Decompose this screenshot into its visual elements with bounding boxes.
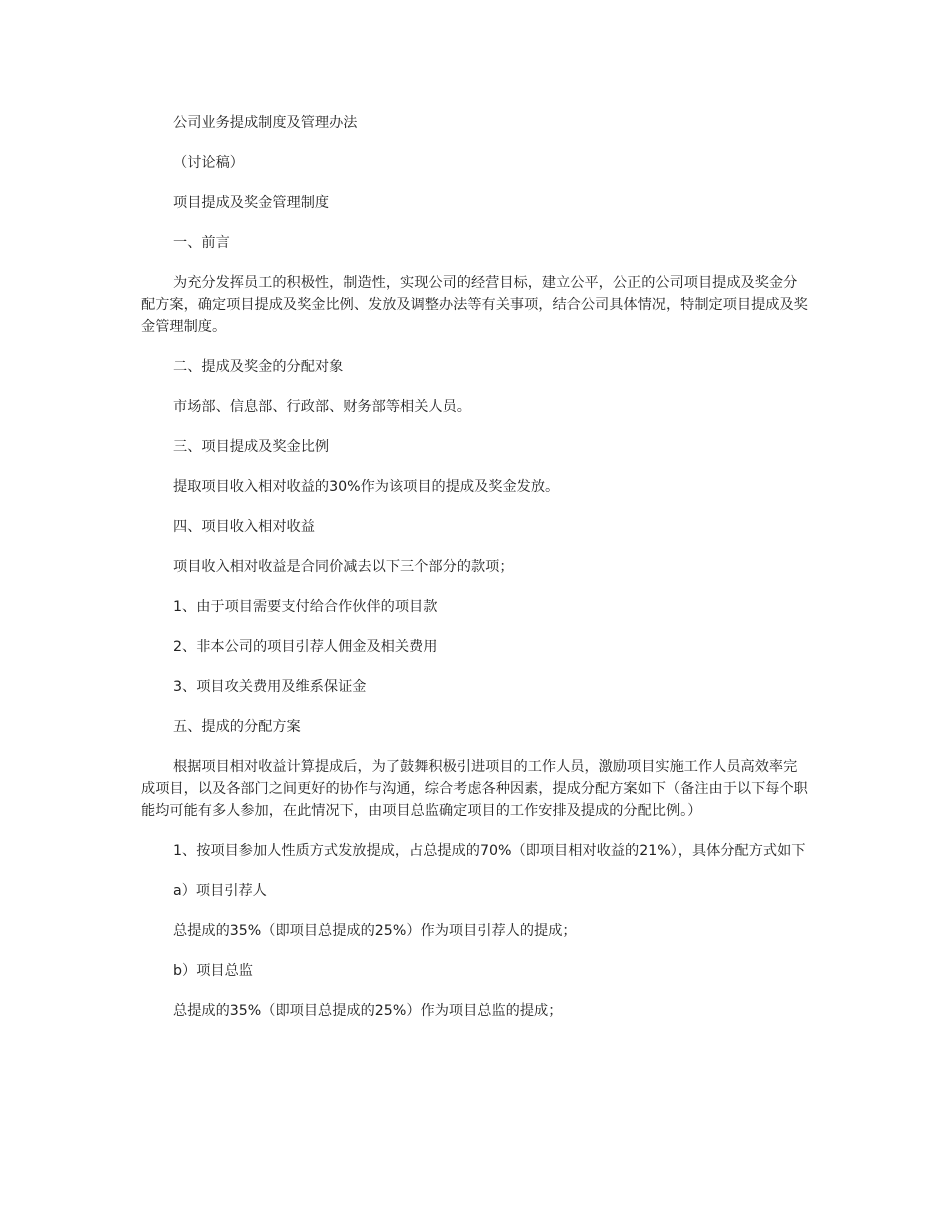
paragraph-preface: 为充分发挥员工的积极性，制造性，实现公司的经营目标，建立公平，公正的公司项目提成及奖金分配方案，确定项目提成及奖金比例、发放及调整办法等有关事项，结合公司具体情况，特制定项目提成及奖金管理制度。: [141, 275, 808, 335]
paragraph-distribution-target: 市场部、信息部、行政部、财务部等相关人员。: [173, 399, 471, 415]
document-page: [141, 112, 811, 1040]
paragraph-allocation-method: 1、按项目参加人性质方式发放提成，占总提成的70%（即项目相对收益的21%），具体分配方式如下: [173, 843, 806, 859]
heading-bonus-ratio: 三、项目提成及奖金比例: [173, 439, 330, 455]
document-title: 公司业务提成制度及管理办法: [173, 115, 358, 131]
paragraph-allocation-plan: 根据项目相对收益计算提成后，为了鼓舞积极引进项目的工作人员，激励项目实施工作人员高效率完成项目，以及各部门之间更好的协作与沟通，综合考虑各种因素，提成分配方案如下（备注由于以下每个职能均可能有多人参加，在此情况下，由项目总监确定项目的工作安排及提成的分配比例。）: [141, 759, 808, 819]
paragraph-referrer-commission: 总提成的35%（即项目总提成的25%）作为项目引荐人的提成；: [173, 923, 577, 939]
list-item-partner-payment: 1、由于项目需要支付给合作伙伴的项目款: [173, 599, 438, 615]
document-subtitle: （讨论稿）: [173, 155, 244, 171]
list-item-project-costs: 3、项目攻关费用及维系保证金: [173, 679, 367, 695]
paragraph-bonus-ratio: 提取项目收入相对收益的30%作为该项目的提成及奖金发放。: [173, 479, 560, 495]
paragraph-director-commission: 总提成的35%（即项目总提成的25%）作为项目总监的提成；: [173, 1003, 563, 1019]
section-title: 项目提成及奖金管理制度: [173, 195, 330, 211]
heading-preface: 一、前言: [173, 235, 230, 251]
list-item-referrer-commission: 2、非本公司的项目引荐人佣金及相关费用: [173, 639, 438, 655]
paragraph-relative-income: 项目收入相对收益是合同价减去以下三个部分的款项；: [173, 559, 514, 575]
subheading-project-director: b）项目总监: [173, 963, 253, 979]
subheading-project-referrer: a）项目引荐人: [173, 883, 267, 899]
heading-relative-income: 四、项目收入相对收益: [173, 519, 315, 535]
heading-distribution-target: 二、提成及奖金的分配对象: [173, 359, 344, 375]
heading-allocation-plan: 五、提成的分配方案: [173, 719, 301, 735]
